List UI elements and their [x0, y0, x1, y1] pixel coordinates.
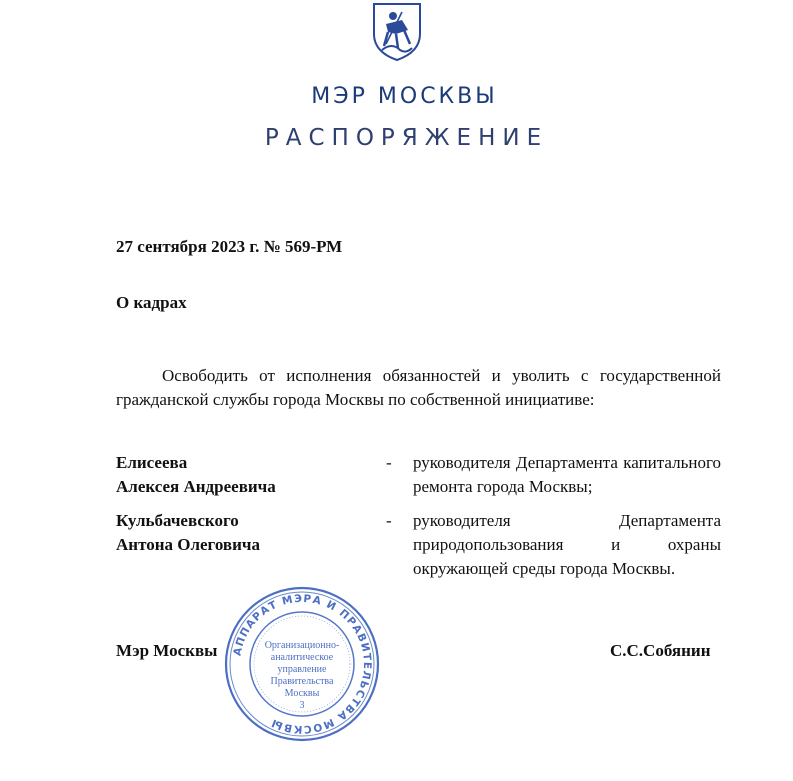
stamp-center-text: Организационно-аналитическое управление Правительства Москвы	[264, 640, 340, 699]
person-dash: -	[386, 453, 392, 472]
document-body: Освободить от исполнения обязанностей и уволить с государственной гражданской службы города Москвы по собственной инициативе:	[116, 366, 721, 409]
person-surname: Елисеева	[116, 453, 188, 472]
document-date-number: 27 сентября 2023 г. № 569-РМ	[116, 237, 343, 256]
person-dash: -	[386, 511, 392, 530]
document-subject: О кадрах	[116, 293, 187, 312]
person-position: руководителя Департамента капитального ремонта города Москвы;	[413, 453, 721, 496]
signature-name: С.С.Собянин	[610, 641, 711, 660]
person-name	[116, 509, 376, 557]
person-given-name: Алексея Андреевича	[116, 477, 276, 496]
person-position: руководителя Департамента природопользования и охраны окружающей среды города Москвы.	[413, 511, 721, 578]
stamp-ring-text: АППАРАТ МЭРА И ПРАВИТЕЛЬСТВА МОСКВЫ	[231, 592, 374, 736]
stamp-center	[254, 640, 350, 712]
header-subtitle: РАСПОРЯЖЕНИЕ	[264, 125, 549, 151]
signature-title: Мэр Москвы	[116, 641, 218, 660]
moscow-coat-of-arms-icon	[366, 0, 428, 62]
person-given-name: Антона Олеговича	[116, 535, 260, 554]
person-name	[116, 451, 376, 499]
stamp-number: 3	[299, 700, 305, 711]
person-surname: Кульбачевского	[116, 511, 239, 530]
header-title: МЭР МОСКВЫ	[311, 84, 498, 109]
